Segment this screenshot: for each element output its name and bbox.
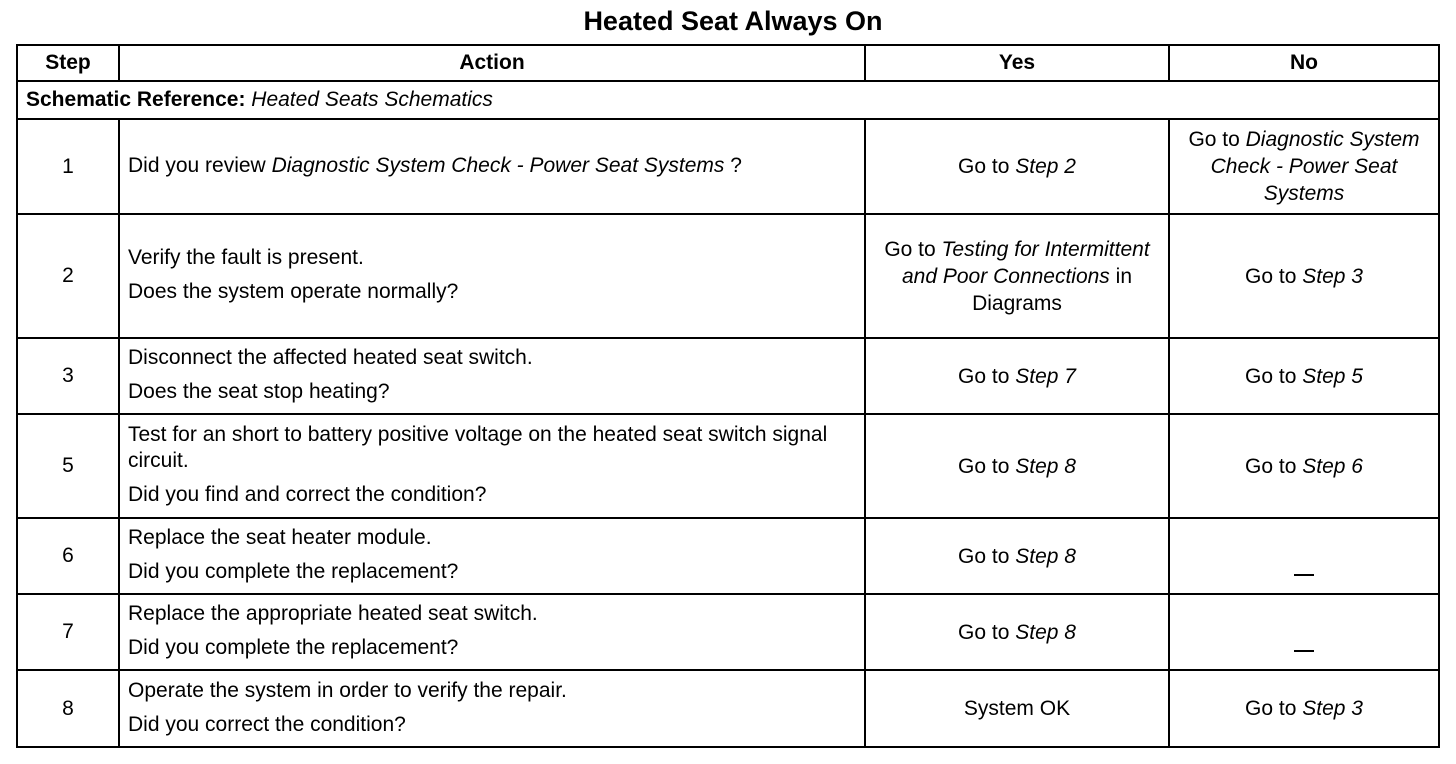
no-cell bbox=[1169, 518, 1439, 594]
header-action: Action bbox=[119, 45, 865, 81]
action-question: Did you complete the replacement? bbox=[128, 560, 459, 583]
yes-cell: Go to Step 2 bbox=[865, 119, 1169, 214]
diagnostic-table bbox=[16, 44, 1440, 748]
table-row bbox=[17, 670, 1439, 747]
yes-reference[interactable]: Step 7 bbox=[1015, 364, 1076, 388]
no-reference[interactable]: Step 5 bbox=[1302, 364, 1363, 388]
action-cell bbox=[119, 119, 865, 214]
no-reference[interactable]: Diagnostic System Check - Power Seat Systems bbox=[1210, 128, 1420, 205]
action-text: Verify the fault is present. bbox=[128, 246, 364, 269]
yes-reference[interactable]: Step 8 bbox=[1015, 544, 1076, 568]
action-question: Does the seat stop heating? bbox=[128, 380, 390, 403]
action-text: Did you review Diagnostic System Check - Power Seat Systems ? bbox=[128, 153, 742, 177]
schematic-label: Schematic Reference: bbox=[26, 88, 246, 111]
step-number: 8 bbox=[17, 670, 119, 747]
yes-cell: Go to Step 8 bbox=[865, 594, 1169, 670]
step-number: 3 bbox=[17, 338, 119, 414]
action-cell bbox=[119, 518, 865, 594]
yes-cell: Go to Testing for Intermittent and Poor Connections in Diagrams bbox=[865, 214, 1169, 338]
yes-reference[interactable]: Step 8 bbox=[1015, 454, 1076, 478]
action-cell bbox=[119, 670, 865, 747]
no-reference[interactable]: Step 3 bbox=[1302, 697, 1363, 720]
action-question: Did you correct the condition? bbox=[128, 712, 406, 736]
no-reference[interactable]: Step 3 bbox=[1302, 264, 1363, 288]
step-number: 6 bbox=[17, 518, 119, 594]
step-number: 1 bbox=[17, 119, 119, 214]
not-applicable-dash bbox=[1294, 650, 1314, 652]
yes-cell bbox=[865, 670, 1169, 747]
yes-cell: Go to Step 8 bbox=[865, 518, 1169, 594]
schematic-link[interactable]: Heated Seats Schematics bbox=[251, 88, 493, 111]
action-question: Did you find and correct the condition? bbox=[128, 483, 487, 506]
table-row bbox=[17, 338, 1439, 414]
header-row bbox=[17, 45, 1439, 81]
yes-text: System OK bbox=[963, 697, 1071, 720]
not-applicable-dash bbox=[1294, 574, 1314, 576]
action-cell bbox=[119, 414, 865, 518]
header-step: Step bbox=[17, 45, 119, 81]
schematic-reference bbox=[17, 81, 1439, 119]
action-cell bbox=[119, 338, 865, 414]
yes-reference[interactable]: Step 2 bbox=[1015, 155, 1076, 178]
action-question: Did you complete the replacement? bbox=[128, 636, 459, 659]
step-number: 2 bbox=[17, 214, 119, 338]
no-cell: Go to Step 3 bbox=[1169, 214, 1439, 338]
action-text: Test for an short to battery positive voltage on the heated seat switch signal circuit. bbox=[128, 423, 828, 472]
no-cell: Go to Step 3 bbox=[1169, 670, 1439, 747]
no-cell bbox=[1169, 594, 1439, 670]
step-number: 7 bbox=[17, 594, 119, 670]
action-text: Disconnect the affected heated seat switch. bbox=[128, 346, 533, 369]
table-row bbox=[17, 518, 1439, 594]
table-row bbox=[17, 414, 1439, 518]
yes-reference[interactable]: Testing for Intermittent and Poor Connections bbox=[902, 237, 1150, 288]
action-text: Replace the appropriate heated seat switch. bbox=[128, 602, 538, 625]
header-yes: Yes bbox=[865, 45, 1169, 81]
schematic-row bbox=[17, 81, 1439, 119]
header-no: No bbox=[1169, 45, 1439, 81]
action-question: Does the system operate normally? bbox=[128, 280, 459, 303]
yes-cell: Go to Step 8 bbox=[865, 414, 1169, 518]
no-cell: Go to Step 6 bbox=[1169, 414, 1439, 518]
table-row bbox=[17, 214, 1439, 338]
no-reference[interactable]: Step 6 bbox=[1302, 454, 1363, 478]
action-text: Operate the system in order to verify the repair. bbox=[128, 678, 567, 702]
action-reference[interactable]: Diagnostic System Check - Power Seat Systems bbox=[271, 153, 725, 177]
no-cell: Go to Step 5 bbox=[1169, 338, 1439, 414]
yes-reference[interactable]: Step 8 bbox=[1015, 620, 1076, 644]
step-number: 5 bbox=[17, 414, 119, 518]
action-cell bbox=[119, 594, 865, 670]
yes-cell: Go to Step 7 bbox=[865, 338, 1169, 414]
no-cell: Go to Diagnostic System Check - Power Seat Systems bbox=[1169, 119, 1439, 214]
table-row bbox=[17, 594, 1439, 670]
action-text: Replace the seat heater module. bbox=[128, 526, 432, 549]
page-title: Heated Seat Always On bbox=[583, 6, 883, 36]
table-row bbox=[17, 119, 1439, 214]
action-cell bbox=[119, 214, 865, 338]
